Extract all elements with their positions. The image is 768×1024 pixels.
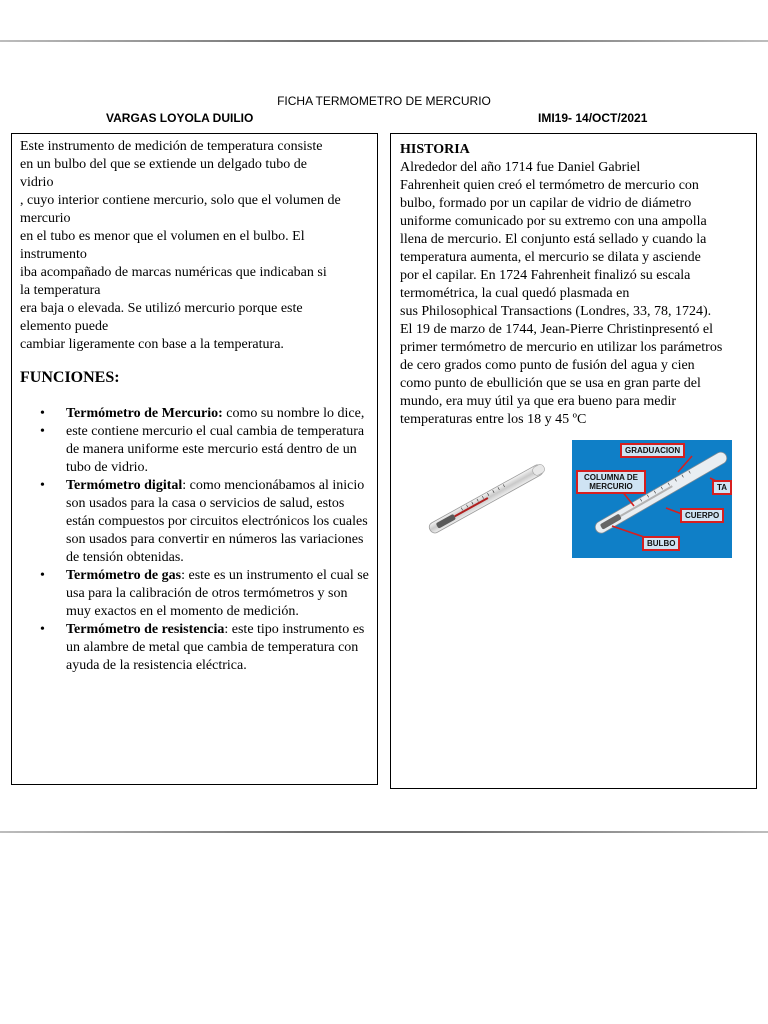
thermometer-photo xyxy=(400,440,570,558)
history-paragraph xyxy=(400,159,747,429)
label-columna-mercurio: COLUMNA DE MERCURIO xyxy=(576,470,646,494)
history-line: temperatura aumenta, el mercurio se dilata y asciende xyxy=(400,250,701,265)
intro-line: la temperatura xyxy=(20,283,101,298)
function-item xyxy=(20,567,369,621)
history-line: primer termómetro de mercurio en utilizar los parámetros xyxy=(400,340,723,355)
history-line: llena de mercurio. El conjunto está sellado y cuando la xyxy=(400,232,707,247)
bottom-rule xyxy=(0,831,768,833)
functions-list xyxy=(20,405,369,675)
intro-line: Este instrumento de medición de temperatura consiste xyxy=(20,139,323,154)
function-item xyxy=(20,423,369,477)
intro-line: instrumento xyxy=(20,247,87,262)
history-line: sus Philosophical Transactions (Londres, 33, 78, 1724). xyxy=(400,304,712,319)
function-term: Termómetro de gas xyxy=(66,568,182,583)
function-term: Termómetro de Mercurio: xyxy=(66,406,223,421)
label-graduacion: GRADUACION xyxy=(620,443,685,458)
intro-line: en el tubo es menor que el volumen en el bulbo. El xyxy=(20,229,305,244)
function-item xyxy=(20,405,369,423)
intro-line: vidrio xyxy=(20,175,54,190)
intro-line: mercurio xyxy=(20,211,71,226)
thermometer-diagram xyxy=(572,440,732,558)
history-line: Fahrenheit quien creó el termómetro de mercurio con xyxy=(400,178,699,193)
function-term: Termómetro de resistencia xyxy=(66,622,225,637)
left-panel xyxy=(11,133,378,785)
label-cuerpo: CUERPO xyxy=(680,508,724,523)
functions-heading: FUNCIONES: xyxy=(20,369,120,386)
function-text: : este es un instrumento el cual se usa para la calibración de otros termómetros y son muy exactos en el momento de medición. xyxy=(66,568,369,619)
function-item xyxy=(20,621,369,675)
label-ta: TA xyxy=(712,480,732,495)
course-date: IMI19- 14/OCT/2021 xyxy=(538,111,648,125)
history-heading: HISTORIA xyxy=(400,142,470,157)
intro-line: cambiar ligeramente con base a la temperatura. xyxy=(20,337,284,352)
history-line: bulbo, formado por un capilar de vidrio de diámetro xyxy=(400,196,692,211)
intro-line: en un bulbo del que se extiende un delgado tubo de xyxy=(20,157,307,172)
top-rule xyxy=(0,40,768,42)
intro-line: era baja o elevada. Se utilizó mercurio porque este xyxy=(20,301,303,316)
function-text: : este tipo instrumento es un alambre de metal que cambia de temperatura con ayuda de la resistencia eléctrica. xyxy=(66,622,365,673)
history-line: Alrededor del año 1714 fue Daniel Gabriel xyxy=(400,160,641,175)
function-term: Termómetro digital xyxy=(66,478,183,493)
history-line: por el capilar. En 1724 Fahrenheit finalizó su escala xyxy=(400,268,691,283)
history-line: uniforme comunicado por su extremo con una ampolla xyxy=(400,214,707,229)
function-text: como su nombre lo dice, xyxy=(222,406,365,421)
history-line: El 19 de marzo de 1744, Jean-Pierre Christinpresentó el xyxy=(400,322,713,337)
function-text: : como mencionábamos al inicio son usados para la casa o servicios de salud, estos están compuestos por circuitos electrónicos los cuales son usados para convertir en números las variaciones de tensión obtenidas. xyxy=(66,478,368,565)
history-line: temperaturas entre los 18 y 45 ºC xyxy=(400,412,587,427)
author-name: VARGAS LOYOLA DUILIO xyxy=(106,111,254,125)
intro-paragraph xyxy=(20,138,369,354)
history-line: mundo, era muy útil ya que era bueno para medir xyxy=(400,394,677,409)
intro-line: elemento puede xyxy=(20,319,109,334)
intro-line: iba acompañado de marcas numéricas que indicaban si xyxy=(20,265,327,280)
label-bulbo: BULBO xyxy=(642,536,680,551)
function-text: este contiene mercurio el cual cambia de temperatura de manera uniforme este mercurio está dentro de un tubo de vidrio. xyxy=(66,424,365,475)
page-title: FICHA TERMOMETRO DE MERCURIO xyxy=(277,94,491,108)
thermometer-icon xyxy=(400,440,570,558)
intro-line: , cuyo interior contiene mercurio, solo que el volumen de xyxy=(20,193,341,208)
history-line: termométrica, la cual quedó plasmada en xyxy=(400,286,630,301)
history-line: de cero grados como punto de fusión del agua y cien xyxy=(400,358,695,373)
function-item xyxy=(20,477,369,567)
history-line: como punto de ebullición que se usa en gran parte del xyxy=(400,376,701,391)
